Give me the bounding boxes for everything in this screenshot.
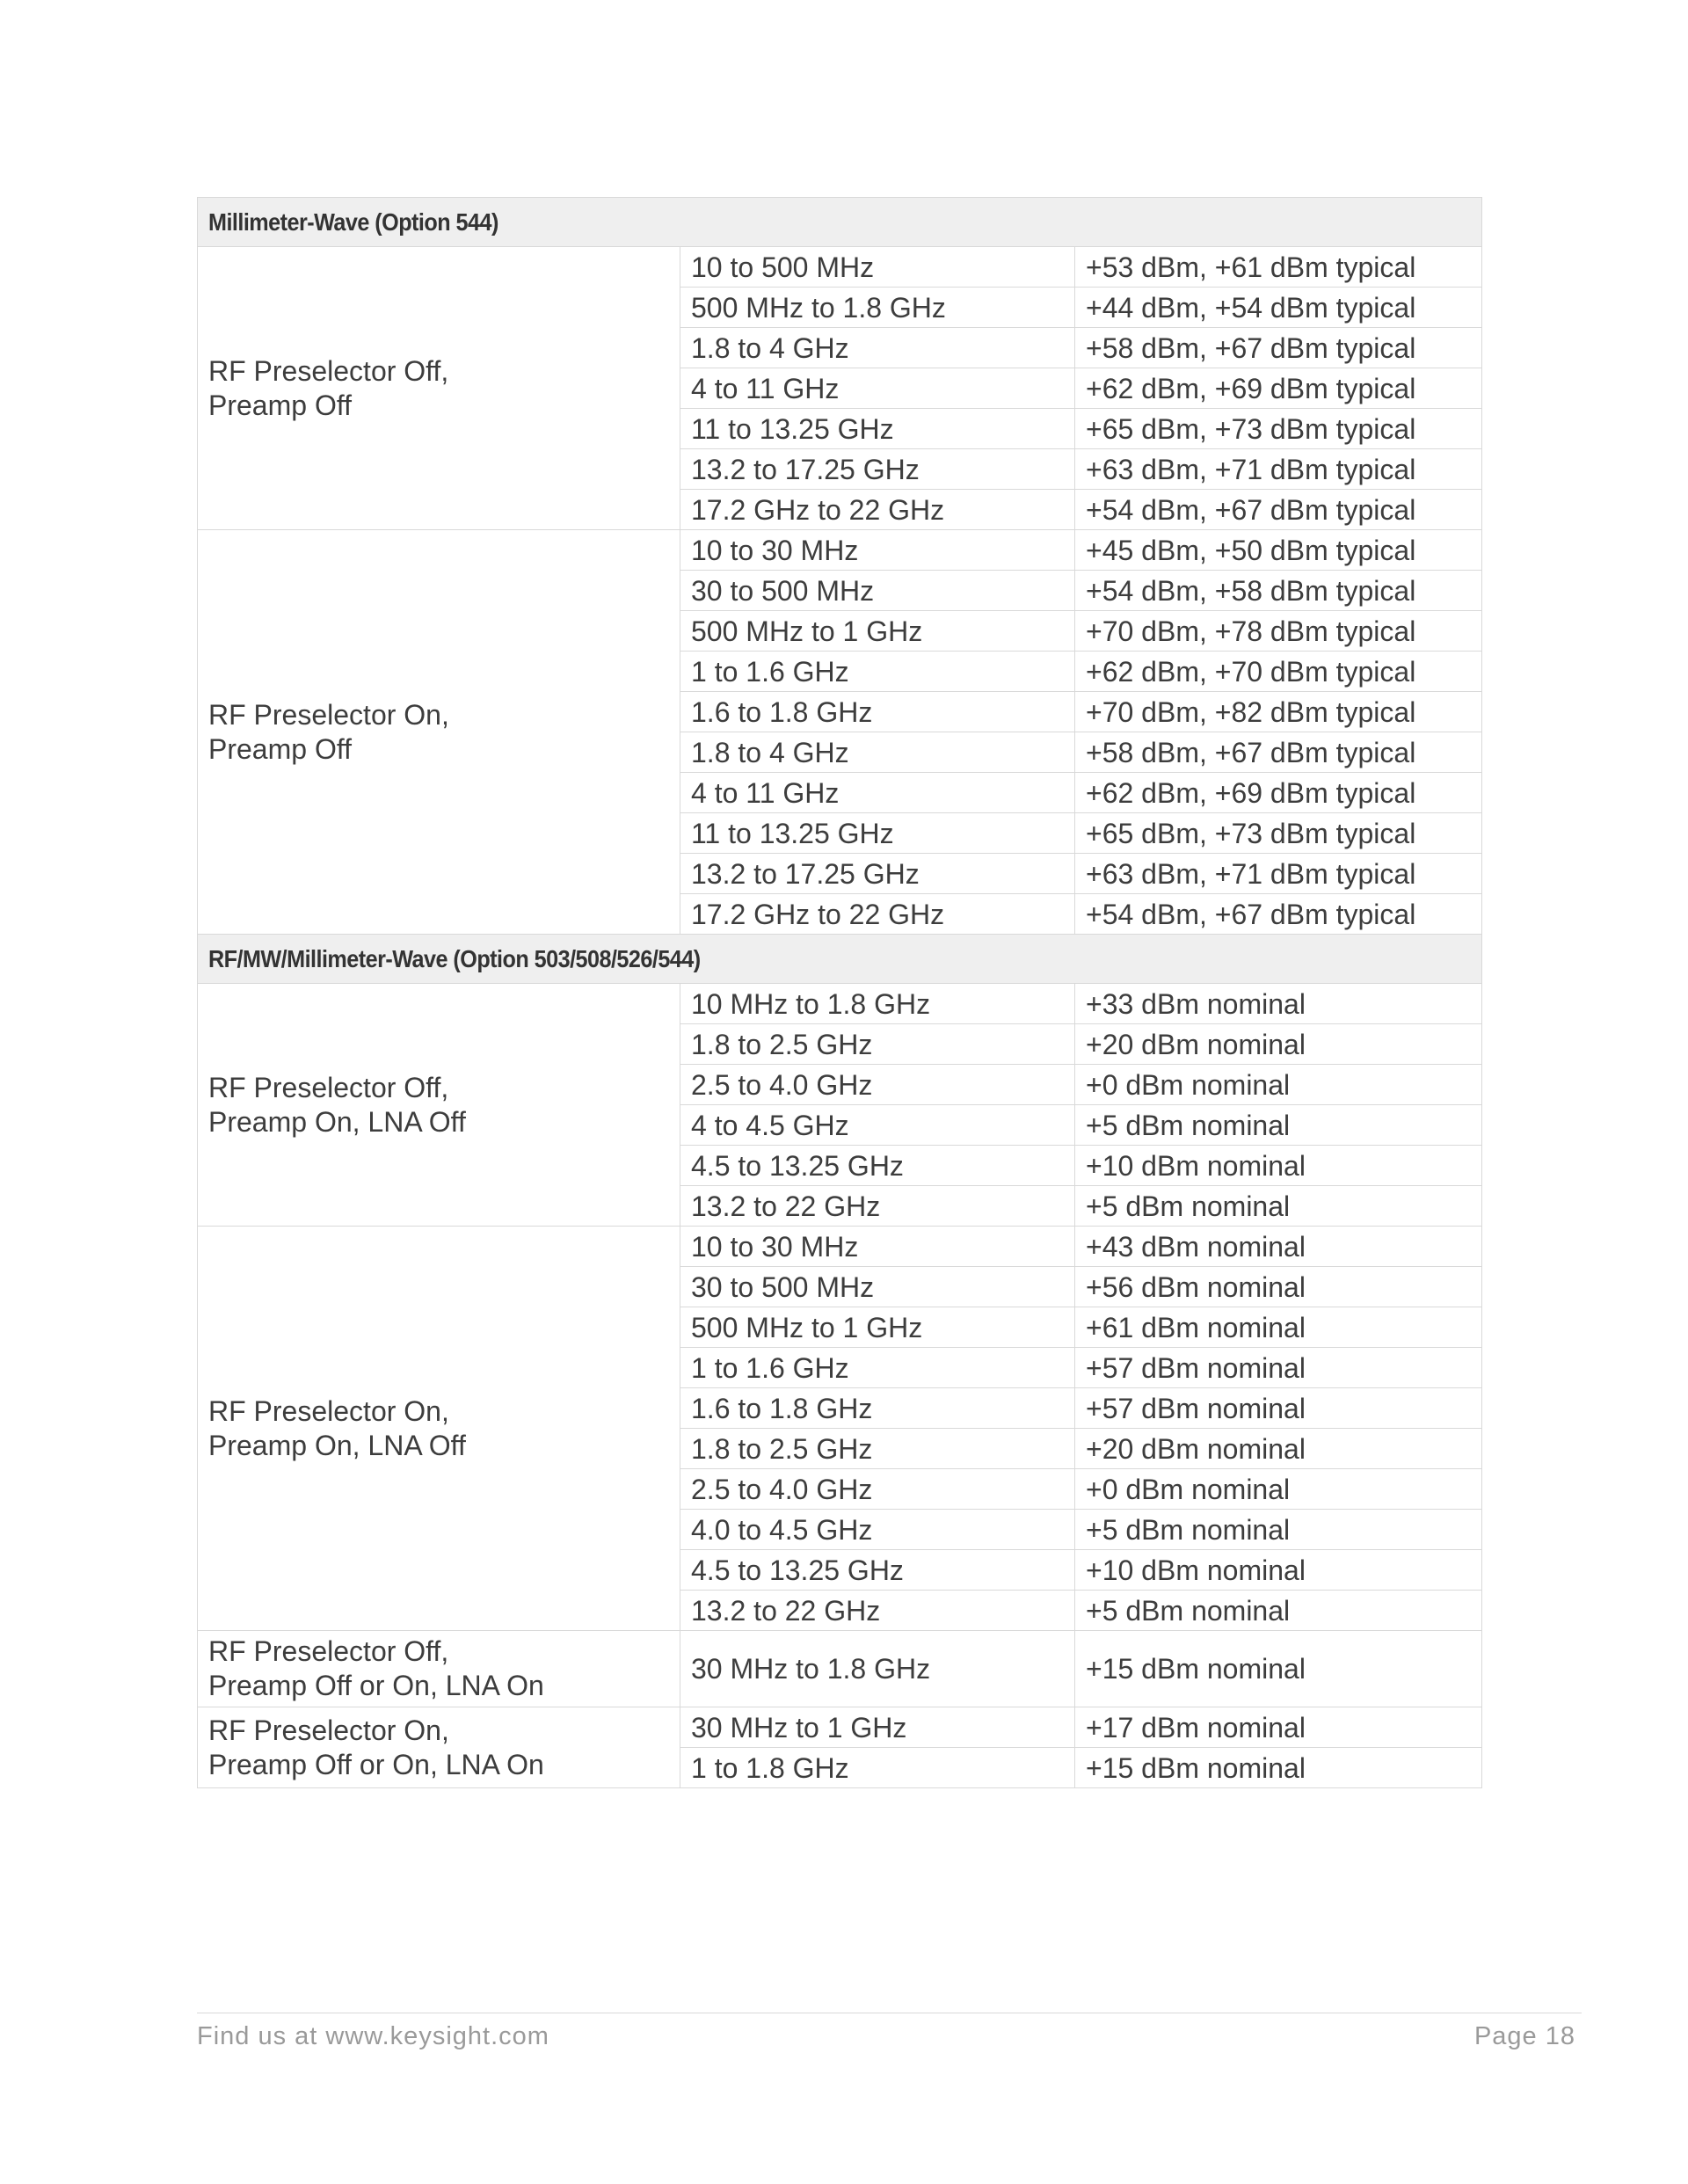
value-cell: +43 dBm nominal bbox=[1075, 1227, 1482, 1267]
frequency-cell: 30 MHz to 1 GHz bbox=[680, 1707, 1075, 1748]
value-cell: +10 dBm nominal bbox=[1075, 1550, 1482, 1591]
footer-website: Find us at www.keysight.com bbox=[197, 2022, 549, 2050]
value-cell: +62 dBm, +69 dBm typical bbox=[1075, 773, 1482, 813]
value-cell: +20 dBm nominal bbox=[1075, 1024, 1482, 1065]
frequency-cell: 500 MHz to 1.8 GHz bbox=[680, 288, 1075, 328]
frequency-cell: 11 to 13.25 GHz bbox=[680, 813, 1075, 854]
frequency-cell: 1.6 to 1.8 GHz bbox=[680, 1388, 1075, 1429]
value-cell: +62 dBm, +70 dBm typical bbox=[1075, 652, 1482, 692]
value-cell: +70 dBm, +78 dBm typical bbox=[1075, 611, 1482, 652]
value-cell: +20 dBm nominal bbox=[1075, 1429, 1482, 1469]
frequency-cell: 13.2 to 17.25 GHz bbox=[680, 854, 1075, 894]
table-row bbox=[198, 1707, 1482, 1748]
value-cell: +62 dBm, +69 dBm typical bbox=[1075, 368, 1482, 409]
frequency-cell: 4 to 11 GHz bbox=[680, 368, 1075, 409]
frequency-cell: 13.2 to 17.25 GHz bbox=[680, 449, 1075, 490]
table-row bbox=[198, 247, 1482, 288]
condition-cell: RF Preselector Off, Preamp On, LNA Off bbox=[198, 984, 680, 1227]
value-cell: +61 dBm nominal bbox=[1075, 1307, 1482, 1348]
frequency-cell: 1.8 to 2.5 GHz bbox=[680, 1429, 1075, 1469]
value-cell: +54 dBm, +67 dBm typical bbox=[1075, 490, 1482, 530]
value-cell: +53 dBm, +61 dBm typical bbox=[1075, 247, 1482, 288]
table-row bbox=[198, 984, 1482, 1024]
condition-cell: RF Preselector On, Preamp Off or On, LNA On bbox=[198, 1707, 680, 1788]
value-cell: +54 dBm, +58 dBm typical bbox=[1075, 571, 1482, 611]
value-cell: +57 dBm nominal bbox=[1075, 1388, 1482, 1429]
value-cell: +5 dBm nominal bbox=[1075, 1105, 1482, 1146]
section-title-text: RF/MW/Millimeter-Wave (Option 503/508/526/544) bbox=[208, 944, 701, 972]
value-cell: +58 dBm, +67 dBm typical bbox=[1075, 328, 1482, 368]
frequency-cell: 4 to 11 GHz bbox=[680, 773, 1075, 813]
frequency-cell: 11 to 13.25 GHz bbox=[680, 409, 1075, 449]
table-row bbox=[198, 1631, 1482, 1707]
section-title-text: Millimeter-Wave (Option 544) bbox=[208, 207, 498, 236]
value-cell: +45 dBm, +50 dBm typical bbox=[1075, 530, 1482, 571]
section-header-row bbox=[198, 198, 1482, 247]
table-row bbox=[198, 1227, 1482, 1267]
spec-table-body bbox=[198, 198, 1482, 1788]
frequency-cell: 1.8 to 4 GHz bbox=[680, 328, 1075, 368]
frequency-cell: 10 to 500 MHz bbox=[680, 247, 1075, 288]
frequency-cell: 1.6 to 1.8 GHz bbox=[680, 692, 1075, 732]
frequency-cell: 10 to 30 MHz bbox=[680, 1227, 1075, 1267]
condition-cell: RF Preselector Off, Preamp Off bbox=[198, 247, 680, 530]
value-cell: +0 dBm nominal bbox=[1075, 1469, 1482, 1510]
spec-table bbox=[197, 197, 1482, 1788]
section-header-row bbox=[198, 935, 1482, 984]
value-cell: +70 dBm, +82 dBm typical bbox=[1075, 692, 1482, 732]
frequency-cell: 13.2 to 22 GHz bbox=[680, 1186, 1075, 1227]
page-number: Page 18 bbox=[1473, 2022, 1575, 2050]
value-cell: +0 dBm nominal bbox=[1075, 1065, 1482, 1105]
frequency-cell: 1.8 to 4 GHz bbox=[680, 732, 1075, 773]
value-cell: +58 dBm, +67 dBm typical bbox=[1075, 732, 1482, 773]
condition-cell: RF Preselector Off, Preamp Off or On, LNA On bbox=[198, 1631, 680, 1707]
frequency-cell: 1 to 1.8 GHz bbox=[680, 1748, 1075, 1788]
value-cell: +15 dBm nominal bbox=[1075, 1748, 1482, 1788]
value-cell: +57 dBm nominal bbox=[1075, 1348, 1482, 1388]
frequency-cell: 2.5 to 4.0 GHz bbox=[680, 1469, 1075, 1510]
frequency-cell: 4.5 to 13.25 GHz bbox=[680, 1550, 1075, 1591]
frequency-cell: 10 MHz to 1.8 GHz bbox=[680, 984, 1075, 1024]
frequency-cell: 30 to 500 MHz bbox=[680, 1267, 1075, 1307]
value-cell: +63 dBm, +71 dBm typical bbox=[1075, 449, 1482, 490]
frequency-cell: 13.2 to 22 GHz bbox=[680, 1591, 1075, 1631]
value-cell: +65 dBm, +73 dBm typical bbox=[1075, 409, 1482, 449]
frequency-cell: 1.8 to 2.5 GHz bbox=[680, 1024, 1075, 1065]
value-cell: +5 dBm nominal bbox=[1075, 1186, 1482, 1227]
frequency-cell: 30 MHz to 1.8 GHz bbox=[680, 1631, 1075, 1707]
value-cell: +10 dBm nominal bbox=[1075, 1146, 1482, 1186]
value-cell: +65 dBm, +73 dBm typical bbox=[1075, 813, 1482, 854]
section-title bbox=[198, 198, 1482, 247]
value-cell: +15 dBm nominal bbox=[1075, 1631, 1482, 1707]
frequency-cell: 10 to 30 MHz bbox=[680, 530, 1075, 571]
value-cell: +63 dBm, +71 dBm typical bbox=[1075, 854, 1482, 894]
value-cell: +54 dBm, +67 dBm typical bbox=[1075, 894, 1482, 935]
frequency-cell: 30 to 500 MHz bbox=[680, 571, 1075, 611]
frequency-cell: 4.0 to 4.5 GHz bbox=[680, 1510, 1075, 1550]
value-cell: +17 dBm nominal bbox=[1075, 1707, 1482, 1748]
value-cell: +44 dBm, +54 dBm typical bbox=[1075, 288, 1482, 328]
frequency-cell: 500 MHz to 1 GHz bbox=[680, 1307, 1075, 1348]
frequency-cell: 500 MHz to 1 GHz bbox=[680, 611, 1075, 652]
frequency-cell: 17.2 GHz to 22 GHz bbox=[680, 894, 1075, 935]
value-cell: +5 dBm nominal bbox=[1075, 1591, 1482, 1631]
condition-cell: RF Preselector On, Preamp On, LNA Off bbox=[198, 1227, 680, 1631]
frequency-cell: 4.5 to 13.25 GHz bbox=[680, 1146, 1075, 1186]
frequency-cell: 17.2 GHz to 22 GHz bbox=[680, 490, 1075, 530]
frequency-cell: 1 to 1.6 GHz bbox=[680, 652, 1075, 692]
value-cell: +5 dBm nominal bbox=[1075, 1510, 1482, 1550]
section-title bbox=[198, 935, 1482, 984]
condition-cell: RF Preselector On, Preamp Off bbox=[198, 530, 680, 935]
frequency-cell: 1 to 1.6 GHz bbox=[680, 1348, 1075, 1388]
value-cell: +33 dBm nominal bbox=[1075, 984, 1482, 1024]
frequency-cell: 4 to 4.5 GHz bbox=[680, 1105, 1075, 1146]
frequency-cell: 2.5 to 4.0 GHz bbox=[680, 1065, 1075, 1105]
table-row bbox=[198, 530, 1482, 571]
value-cell: +56 dBm nominal bbox=[1075, 1267, 1482, 1307]
